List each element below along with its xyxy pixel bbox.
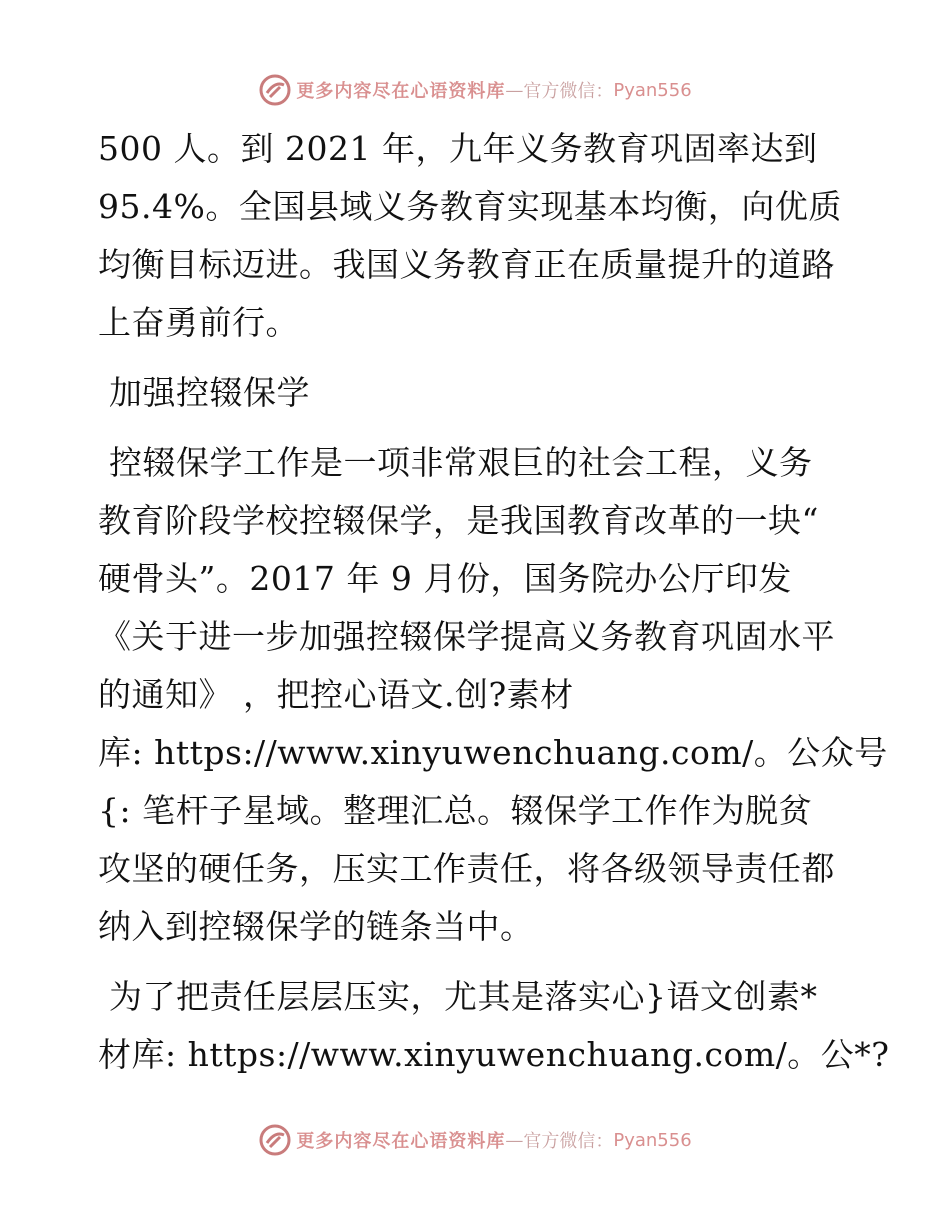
footer-separator: —: [505, 1129, 524, 1151]
footer-brand-text: 更多内容尽在心语资料库: [296, 1131, 506, 1152]
text-line: 为了把责任层层压实，尤其是落实心}语文创素*: [98, 977, 818, 1016]
header-separator: —: [505, 79, 524, 101]
text-line: 95.4%。全国县域义务教育实现基本均衡，向优质: [98, 187, 842, 226]
footer-wechat-label: 官方微信：: [523, 1131, 614, 1152]
text-line: 教育阶段学校控辍保学，是我国教育改革的一块“: [98, 501, 819, 540]
text-line: 材库: https://www.xinyuwenchuang.com/。公*?: [98, 1035, 890, 1074]
footer-banner: [0, 1120, 950, 1160]
document-body: [98, 120, 890, 1084]
header-brand-text: 更多内容尽在心语资料库: [296, 81, 506, 102]
text-line: 纳入到控辍保学的链条当中。: [98, 907, 534, 946]
header-wechat-id: Pyan556: [613, 79, 692, 101]
text-line: 库: https://www.xinyuwenchuang.com/。公众号: [98, 733, 888, 772]
paragraph-3: [98, 968, 890, 1084]
header-wechat-label: 官方微信：: [523, 81, 614, 102]
text-line: 上奋勇前行。: [98, 303, 299, 342]
section-heading: 加强控辍保学: [98, 373, 310, 412]
paragraph-1: [98, 120, 858, 352]
text-line: 的通知》 ，把控心语文.创?素材: [98, 675, 574, 714]
text-line: 500 人。到 2021 年，九年义务教育巩固率达到: [98, 129, 818, 168]
brand-logo-icon: [258, 73, 292, 107]
text-line: 《关于进一步加强控辍保学提高义务教育巩固水平: [98, 617, 835, 656]
brand-logo-icon: [258, 1123, 292, 1157]
text-line: {: 笔杆子星域。整理汇总。辍保学工作作为脱贫: [98, 791, 813, 830]
header-banner: [0, 70, 950, 110]
text-line: 攻坚的硬任务，压实工作责任，将各级领导责任都: [98, 849, 835, 888]
text-line: 均衡目标迈进。我国义务教育正在质量提升的道路: [98, 245, 835, 284]
paragraph-2: [98, 434, 888, 956]
text-line: 控辍保学工作是一项非常艰巨的社会工程，义务: [98, 443, 813, 482]
footer-wechat-id: Pyan556: [613, 1129, 692, 1151]
text-line: 硬骨头”。2017 年 9 月份，国务院办公厅印发: [98, 559, 792, 598]
